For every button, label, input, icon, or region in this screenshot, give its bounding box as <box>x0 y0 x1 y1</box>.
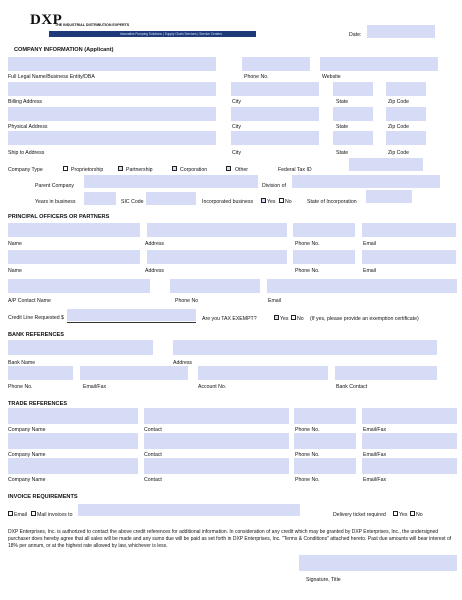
officer2-name-label: Name <box>8 268 22 274</box>
trade3-company-label: Company Name <box>8 477 46 483</box>
ship-city-label: City <box>232 150 241 156</box>
billing-city-label: City <box>232 99 241 105</box>
officer2-email-label: Email <box>363 268 376 274</box>
parent-company-label: Parent Company <box>35 183 74 189</box>
bank-email-field[interactable] <box>80 366 188 380</box>
tax-exempt-no-checkbox[interactable] <box>291 315 296 320</box>
ap-contact-field[interactable] <box>8 279 150 293</box>
delivery-no-label: No <box>416 512 423 518</box>
tax-exempt-no-label: No <box>297 316 304 322</box>
invoice-email-label: Email <box>14 512 27 518</box>
bank-phone-label: Phone No. <box>8 384 33 390</box>
trade1-contact-field[interactable] <box>144 408 289 424</box>
officer2-name-field[interactable] <box>8 250 140 264</box>
trade1-phone-label: Phone No. <box>295 427 320 433</box>
phone-label: Phone No. <box>244 74 269 80</box>
billing-zip-field[interactable] <box>386 82 426 96</box>
officer1-phone-field[interactable] <box>293 223 355 237</box>
officer2-address-label: Address <box>145 268 165 274</box>
mail-invoices-field[interactable] <box>78 504 300 516</box>
trade3-phone-label: Phone No. <box>295 477 320 483</box>
physical-address-label: Physical Address <box>8 124 48 130</box>
physical-state-field[interactable] <box>333 107 373 121</box>
other-label: Other <box>235 167 248 173</box>
company-type-label: Company Type <box>8 167 43 173</box>
dxp-logo: DXP <box>30 12 63 28</box>
tax-exempt-yes-label: Yes <box>280 316 289 322</box>
delivery-no-checkbox[interactable] <box>410 511 415 516</box>
trade1-company-label: Company Name <box>8 427 46 433</box>
company-info-heading: COMPANY INFORMATION (Applicant) <box>14 47 114 53</box>
officers-heading: PRINCIPAL OFFICERS OR PARTNERS <box>8 214 110 220</box>
date-field[interactable] <box>367 25 435 38</box>
parent-company-field[interactable] <box>84 175 258 188</box>
partnership-label: Partnership <box>126 167 153 173</box>
bank-phone-field[interactable] <box>8 366 73 380</box>
officer1-address-field[interactable] <box>147 223 287 237</box>
billing-state-field[interactable] <box>333 82 373 96</box>
corporation-label: Corporation <box>180 167 208 173</box>
officer1-address-label: Address <box>145 241 165 247</box>
incorporated-yes-checkbox[interactable] <box>261 198 266 203</box>
other-checkbox[interactable] <box>226 166 231 171</box>
incorporated-label: Incorporated business <box>202 199 254 205</box>
bank-contact-field[interactable] <box>335 366 437 380</box>
sic-field[interactable] <box>146 192 196 205</box>
bank-account-field[interactable] <box>198 366 328 380</box>
bank-contact-label: Bank Contact <box>336 384 368 390</box>
ap-contact-label: A/P Contact Name <box>8 298 51 304</box>
ap-phone-field[interactable] <box>170 279 260 293</box>
bank-address-label: Address <box>173 360 193 366</box>
officer2-address-field[interactable] <box>147 250 287 264</box>
date-label: Date: <box>349 32 362 38</box>
tax-exempt-label: Are you TAX EXEMPT? <box>202 316 257 322</box>
officer1-email-label: Email <box>363 241 376 247</box>
trade2-contact-label: Contact <box>144 452 162 458</box>
partnership-checkbox[interactable] <box>118 166 123 171</box>
trade1-phone-field[interactable] <box>294 408 356 424</box>
physical-state-label: State <box>336 124 349 130</box>
proprietorship-checkbox[interactable] <box>63 166 68 171</box>
invoice-email-checkbox[interactable] <box>8 511 13 516</box>
years-label: Years in business <box>35 199 76 205</box>
delivery-ticket-label: Delivery ticket required <box>333 512 386 518</box>
proprietorship-label: Proprietorship <box>71 167 104 173</box>
credit-line-label: Credit Line Requested $ <box>8 315 64 321</box>
tax-id-field[interactable] <box>349 158 423 171</box>
trade2-company-field[interactable] <box>8 433 138 449</box>
officer2-phone-label: Phone No. <box>295 268 320 274</box>
trade1-email-label: Email/Fax <box>363 427 387 433</box>
website-field[interactable] <box>320 57 438 71</box>
trade3-phone-field[interactable] <box>294 458 356 474</box>
bank-name-label: Bank Name <box>8 360 36 366</box>
ap-phone-label: Phone No <box>175 298 199 304</box>
trade2-email-label: Email/Fax <box>363 452 387 458</box>
sic-label: SIC Code <box>121 199 144 205</box>
trade2-phone-field[interactable] <box>294 433 356 449</box>
bank-address-field[interactable] <box>173 340 437 355</box>
legal-name-field[interactable] <box>8 57 216 71</box>
division-label: Division of <box>262 183 286 189</box>
incorporated-no-label: No <box>285 199 292 205</box>
credit-line-field[interactable] <box>67 309 196 321</box>
header-bar-text: Innovative Pumping Solutions | Supply Chain Services | Service Centers <box>120 31 222 36</box>
trade2-phone-label: Phone No. <box>295 452 320 458</box>
trade2-email-field[interactable] <box>362 433 457 449</box>
physical-zip-field[interactable] <box>386 107 426 121</box>
officer1-name-label: Name <box>8 241 22 247</box>
billing-address-field[interactable] <box>8 82 216 96</box>
trade2-company-label: Company Name <box>8 452 46 458</box>
ship-zip-label: Zip Code <box>388 150 410 156</box>
trade3-email-label: Email/Fax <box>363 477 387 483</box>
delivery-yes-label: Yes <box>399 512 408 518</box>
billing-state-label: State <box>336 99 349 105</box>
trade3-company-field[interactable] <box>8 458 138 474</box>
ship-address-field[interactable] <box>8 131 216 145</box>
ship-address-label: Ship to Address <box>8 150 45 156</box>
delivery-yes-checkbox[interactable] <box>393 511 398 516</box>
trade3-contact-field[interactable] <box>144 458 289 474</box>
exempt-note: (If yes, please provide an exemption certificate) <box>310 316 419 322</box>
years-field[interactable] <box>84 192 116 205</box>
invoice-mail-label: Mail invoices to <box>37 512 73 518</box>
credit-line-underline <box>67 322 196 323</box>
bank-account-label: Account No. <box>198 384 227 390</box>
officer1-email-field[interactable] <box>362 223 456 237</box>
trade3-email-field[interactable] <box>362 458 457 474</box>
bank-email-label: Email/Fax <box>83 384 107 390</box>
billing-address-label: Billing Address <box>8 99 43 105</box>
physical-city-label: City <box>232 124 241 130</box>
bank-name-field[interactable] <box>8 340 153 355</box>
ship-city-field[interactable] <box>231 131 319 145</box>
invoice-heading: INVOICE REQUIREMENTS <box>8 494 78 500</box>
tax-exempt-yes-checkbox[interactable] <box>274 315 279 320</box>
logo-tagline: THE INDUSTRIAL DISTRIBUTION EXPERTS <box>55 23 130 27</box>
billing-city-field[interactable] <box>231 82 319 96</box>
incorporated-no-checkbox[interactable] <box>279 198 284 203</box>
officer1-phone-label: Phone No. <box>295 241 320 247</box>
corporation-checkbox[interactable] <box>172 166 177 171</box>
division-field[interactable] <box>292 175 440 188</box>
trade1-contact-label: Contact <box>144 427 162 433</box>
ship-state-field[interactable] <box>333 131 373 145</box>
tax-id-label: Federal Tax ID <box>278 167 312 173</box>
invoice-mail-checkbox[interactable] <box>31 511 36 516</box>
website-label: Website <box>322 74 341 80</box>
ap-email-label: Email <box>268 298 281 304</box>
physical-city-field[interactable] <box>231 107 319 121</box>
physical-zip-label: Zip Code <box>388 124 410 130</box>
signature-field[interactable] <box>299 555 457 571</box>
ap-email-field[interactable] <box>267 279 457 293</box>
bank-heading: BANK REFERENCES <box>8 332 64 338</box>
terms-paragraph: DXP Enterprises, Inc. is authorized to contact the above credit references for additional information. In consideration of any credit which may be granted by DXP Enterprises, Inc., the undersigned purchaser does hereby agree that all sales will be made and any sums due will be paid as set forth in DXP Enterprises, Inc. "Terms & Conditions" attached hereto. Past due amounts will bear interest of 18% per annum, or at the highest rate allowed by law, whichever is less. <box>8 529 452 549</box>
ship-state-label: State <box>336 150 349 156</box>
signature-label: Signature, Title <box>306 577 341 583</box>
trade1-email-field[interactable] <box>362 408 457 424</box>
billing-zip-label: Zip Code <box>388 99 410 105</box>
incorporated-yes-label: Yes <box>267 199 276 205</box>
trade3-contact-label: Contact <box>144 477 162 483</box>
state-inc-field[interactable] <box>366 190 412 203</box>
officer2-email-field[interactable] <box>362 250 456 264</box>
trade2-contact-field[interactable] <box>144 433 289 449</box>
officer2-phone-field[interactable] <box>293 250 355 264</box>
trade-heading: TRADE REFERENCES <box>8 401 68 407</box>
physical-address-field[interactable] <box>8 107 216 121</box>
phone-field[interactable] <box>242 57 310 71</box>
ship-zip-field[interactable] <box>386 131 426 145</box>
trade1-company-field[interactable] <box>8 408 138 424</box>
legal-name-label: Full Legal Name/Business Entity/DBA <box>8 74 95 80</box>
officer1-name-field[interactable] <box>8 223 140 237</box>
state-inc-label: State of Incorporation <box>307 199 357 205</box>
